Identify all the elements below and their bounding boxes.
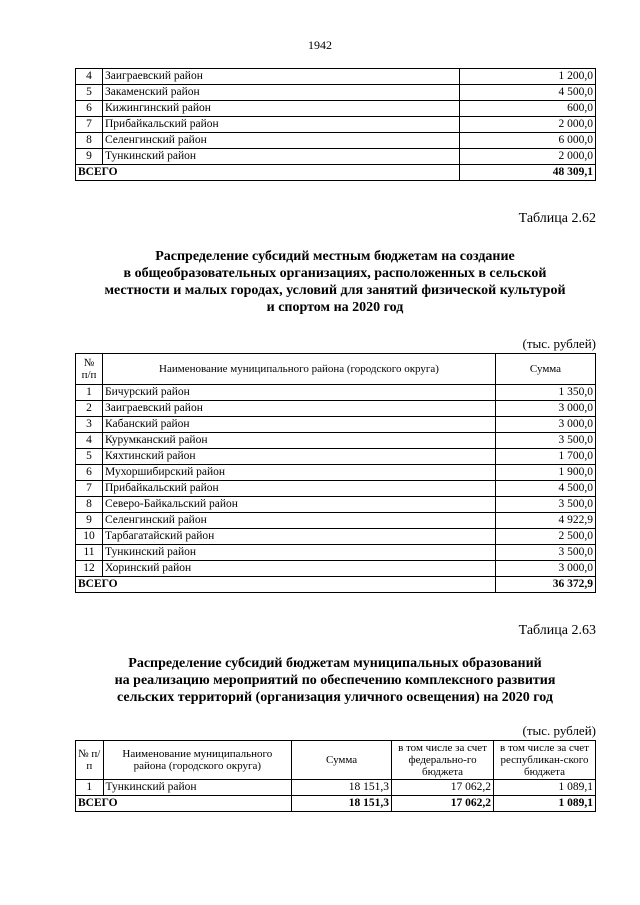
cell-number: 10 [76,529,103,545]
cell-number: 12 [76,561,103,577]
cell-sum: 3 500,0 [496,545,596,561]
title-line: в общеобразовательных организациях, расположенных в сельской [123,266,547,281]
table-row [76,780,596,796]
table-continuation-body [76,69,596,165]
total-label: ВСЕГО [76,165,460,181]
cell-name: Закаменский район [103,85,460,101]
table-total-row [76,165,596,181]
cell-number: 6 [76,101,103,117]
table-263-title [60,655,610,706]
title-line: на реализацию мероприятий по обеспечению комплексного развития [114,673,556,688]
table-row [76,545,596,561]
total-sum: 18 151,3 [292,796,392,812]
cell-sum: 2 500,0 [496,529,596,545]
title-line: местности и малых городах, условий для занятий физической культурой [104,283,566,298]
cell-sum: 2 000,0 [459,149,595,165]
table-row [76,385,596,401]
cell-number: 4 [76,433,103,449]
cell-sum: 1 350,0 [496,385,596,401]
cell-sum: 6 000,0 [459,133,595,149]
cell-sum: 4 500,0 [459,85,595,101]
page-number: 1942 [308,38,332,52]
header-sum: Сумма [496,354,596,385]
cell-name: Тункинский район [103,780,292,796]
cell-number: 4 [76,69,103,85]
table-continuation [75,68,596,181]
table-row [76,481,596,497]
cell-name: Бичурский район [103,385,496,401]
cell-name: Заиграевский район [103,401,496,417]
header-republic: в том числе за счет республикан-ского бюджета [494,741,596,780]
cell-sum: 3 500,0 [496,497,596,513]
table-header-row [76,354,596,385]
cell-name: Селенгинский район [103,513,496,529]
table-row [76,101,596,117]
cell-name: Прибайкальский район [103,117,460,133]
table-263-units: (тыс. рублей) [522,723,596,738]
cell-number: 9 [76,513,103,529]
cell-sum: 3 500,0 [496,433,596,449]
cell-sum: 4 500,0 [496,481,596,497]
table-row [76,401,596,417]
title-line: сельских территорий (организация уличного освещения) на 2020 год [116,690,553,705]
table-262-units: (тыс. рублей) [522,336,596,351]
cell-name: Кабанский район [103,417,496,433]
table-263-label: Таблица 2.63 [518,623,596,638]
cell-number: 5 [76,449,103,465]
table-row [76,449,596,465]
table-row [76,69,596,85]
table-row [76,85,596,101]
table-row [76,561,596,577]
cell-sum: 3 000,0 [496,401,596,417]
table-row [76,529,596,545]
title-line: Распределение субсидий местным бюджетам на создание [155,249,515,264]
cell-name: Курумканский район [103,433,496,449]
cell-name: Кяхтинский район [103,449,496,465]
cell-number: 6 [76,465,103,481]
cell-sum: 2 000,0 [459,117,595,133]
table-total-row [76,577,596,593]
cell-number: 3 [76,417,103,433]
cell-name: Тункинский район [103,149,460,165]
table-262-body [76,385,596,577]
cell-number: 2 [76,401,103,417]
header-number: № п/п [76,354,103,385]
header-name: Наименование муниципального района (городского округа) [103,354,496,385]
total-value: 48 309,1 [459,165,595,181]
header-federal: в том числе за счет федерально-го бюджета [392,741,494,780]
table-row [76,433,596,449]
header-number: № п/п [76,741,104,780]
cell-sum: 4 922,9 [496,513,596,529]
cell-number: 1 [76,385,103,401]
cell-name: Селенгинский район [103,133,460,149]
header-name: Наименование муниципального района (городского округа) [103,741,292,780]
cell-name: Заиграевский район [103,69,460,85]
table-row [76,417,596,433]
table-262 [75,353,596,593]
cell-number: 9 [76,149,103,165]
table-row [76,149,596,165]
header-sum: Сумма [292,741,392,780]
table-row [76,513,596,529]
table-row [76,497,596,513]
cell-number: 7 [76,481,103,497]
cell-republic: 1 089,1 [494,780,596,796]
cell-name: Хоринский район [103,561,496,577]
cell-number: 7 [76,117,103,133]
cell-name: Прибайкальский район [103,481,496,497]
cell-federal: 17 062,2 [392,780,494,796]
cell-number: 1 [76,780,104,796]
cell-sum: 3 000,0 [496,561,596,577]
cell-number: 11 [76,545,103,561]
table-262-title [60,248,610,316]
total-label: ВСЕГО [76,577,496,593]
table-row [76,117,596,133]
table-263 [75,740,596,812]
cell-number: 8 [76,133,103,149]
cell-name: Тарбагатайский район [103,529,496,545]
total-federal: 17 062,2 [392,796,494,812]
total-label: ВСЕГО [76,796,292,812]
title-line: Распределение субсидий бюджетам муниципальных образований [128,656,542,671]
cell-sum: 600,0 [459,101,595,117]
table-total-row [76,796,596,812]
table-header-row [76,741,596,780]
cell-name: Северо-Байкальский район [103,497,496,513]
table-row [76,133,596,149]
table-262-label: Таблица 2.62 [518,211,596,226]
cell-name: Мухоршибирский район [103,465,496,481]
cell-number: 5 [76,85,103,101]
cell-sum: 1 200,0 [459,69,595,85]
total-republic: 1 089,1 [494,796,596,812]
cell-sum: 1 900,0 [496,465,596,481]
table-row [76,465,596,481]
cell-sum: 1 700,0 [496,449,596,465]
cell-name: Тункинский район [103,545,496,561]
cell-name: Кижингинский район [103,101,460,117]
cell-sum: 3 000,0 [496,417,596,433]
title-line: и спортом на 2020 год [266,300,404,315]
table-263-body [76,780,596,796]
cell-number: 8 [76,497,103,513]
total-value: 36 372,9 [496,577,596,593]
cell-sum: 18 151,3 [292,780,392,796]
